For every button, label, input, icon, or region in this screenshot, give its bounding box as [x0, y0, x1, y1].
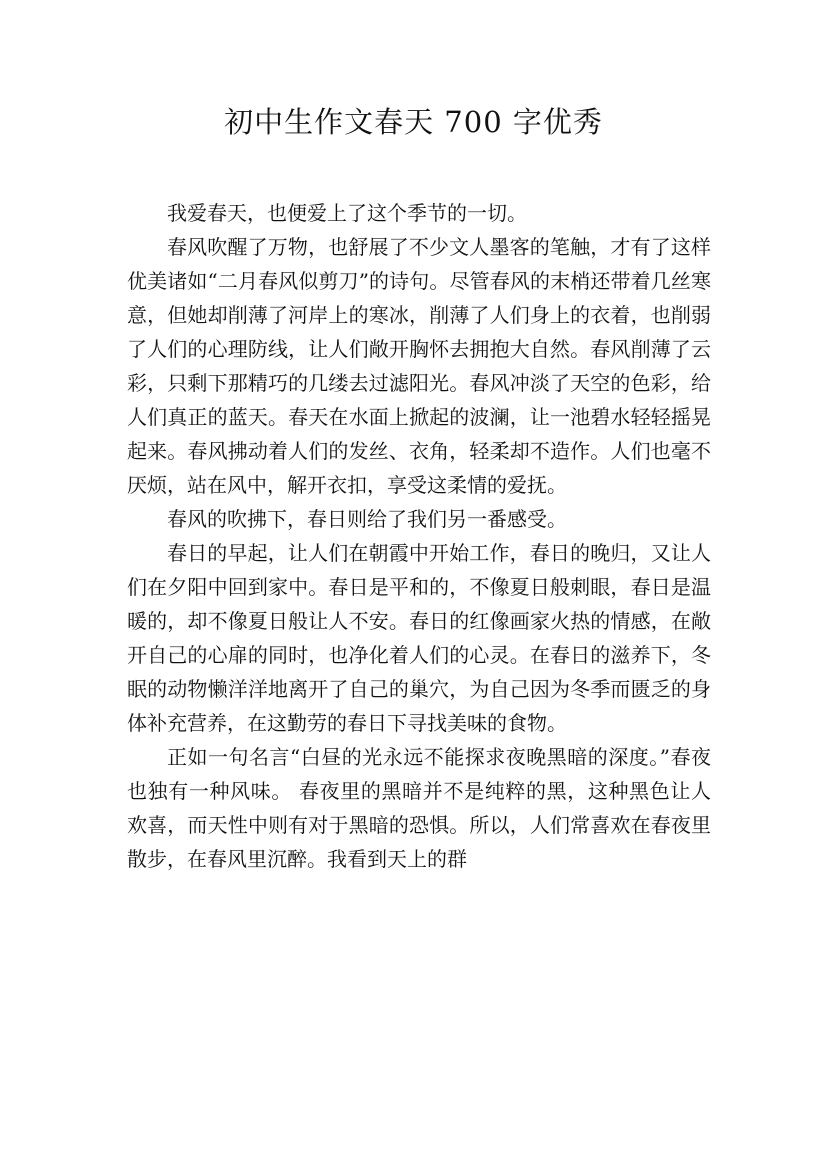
- paragraph: 我爱春天，也便爱上了这个季节的一切。: [167, 201, 527, 225]
- paragraph: 春日的早起，让人们在朝霞中开始工作，春日的晚归，又让人们在夕阳中回到家中。春日是平和的，不像夏日般刺眼，春日是温暖的，却不像夏日般让人不安。春日的红像画家火热的情感，在敞开自己的心扉的同时，也净化着人们的心灵。在春日的滋养下，冬眠的动物懒洋洋地离开了自己的巢穴，为自己因为冬季而匮乏的身体补充营养，在这勤劳的春日下寻找美味的食物。: [127, 541, 711, 735]
- document-title: 初中生作文春天 700 字优秀: [224, 105, 603, 139]
- document-body: [127, 196, 711, 876]
- paragraph: 正如一句名言“白昼的光永远不能探求夜晚黑暗的深度。”春夜也独有一种风味。 春夜里的黑暗并不是纯粹的黑，这种黑色让人欢喜，而天性中则有对于黑暗的恐惧。所以，人们常喜欢在春夜里散步，在春风里沉醉。我看到天上的群: [127, 745, 711, 871]
- paragraph: 春风吹醒了万物，也舒展了不少文人墨客的笔触，才有了这样优美诸如“二月春风似剪刀”的诗句。尽管春风的末梢还带着几丝寒意，但她却削薄了河岸上的寒冰，削薄了人们身上的衣着，也削弱了人们的心理防线，让人们敞开胸怀去拥抱大自然。春风削薄了云彩，只剩下那精巧的几缕去过滤阳光。春风冲淡了天空的色彩，给人们真正的蓝天。春天在水面上掀起的波澜，让一池碧水轻轻摇晃起来。春风拂动着人们的发丝、衣角，轻柔却不造作。人们也毫不厌烦，站在风中，解开衣扣，享受这柔情的爱抚。: [127, 235, 711, 497]
- paragraph: 春风的吹拂下，春日则给了我们另一番感受。: [167, 507, 567, 531]
